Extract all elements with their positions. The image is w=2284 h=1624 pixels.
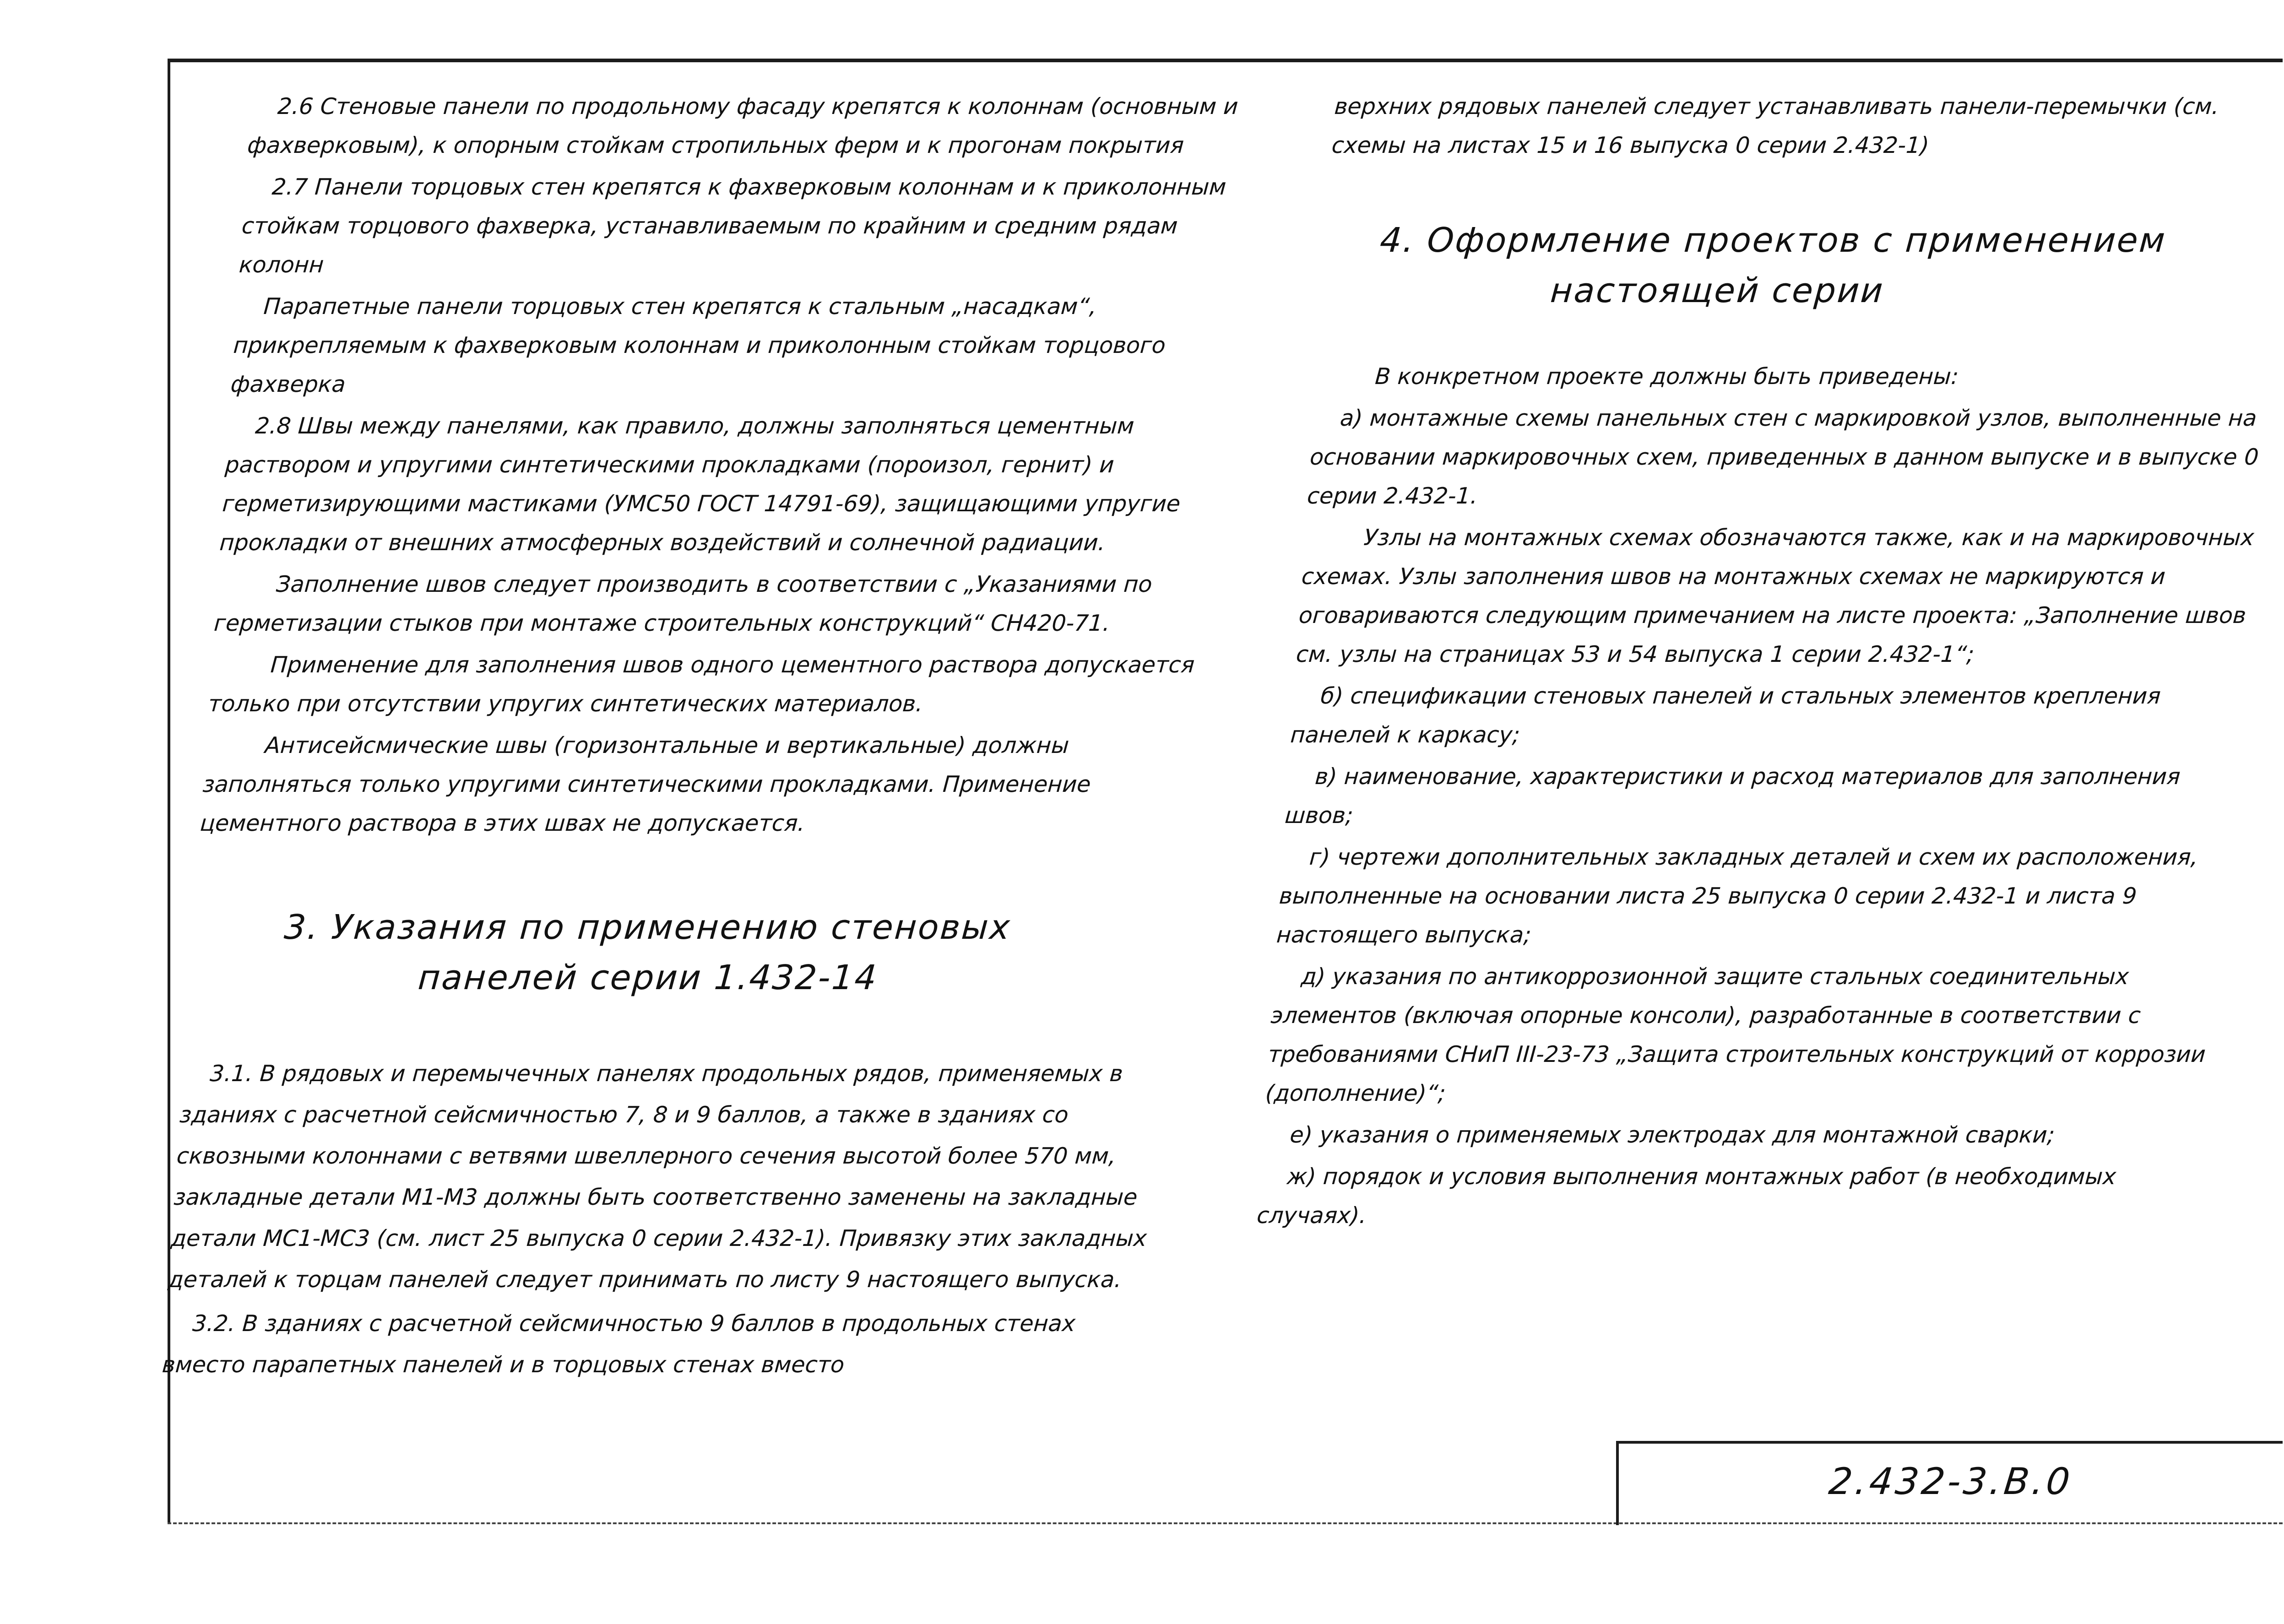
paragraph-2-8-antiseismic: Антисейсмические швы (горизонтальные и вертикальные) должны заполняться только упругими синтетическими прокладками. Применение цементного раствора в этих швах не допускается. [199, 732, 1092, 836]
section-3-heading-line2: панелей серии 1.432-14 [417, 958, 879, 997]
item-a: а) монтажные схемы панельных стен с маркировкой узлов, выполненные на основании маркировочных схем, приведенных в данном выпуске и в выпуске 0 серии 2.432-1. [1306, 405, 2260, 509]
left-column [161, 87, 1250, 1388]
section-4-heading [1320, 215, 2284, 316]
paragraph-2-8: 2.8 Швы между панелями, как правило, должны заполняться цементным раствором и упругими синтетическими прокладками (пороизол, гернит) и герметизирующими мастиками (УМС50 ГОСТ 14791-69), защищающими упругие прокладки от внешних атмосферных воздействий и солнечной радиации. [218, 413, 1182, 556]
title-block-stamp [1616, 1441, 2283, 1525]
item-zh: ж) порядок и условия выполнения монтажных работ (в необходимых случаях). [1256, 1164, 2117, 1229]
paragraph-3-1: 3.1. В рядовых и перемычечных панелях продольных рядов, применяемых в зданиях с расчетной сейсмичностью 7, 8 и 9 баллов, а также в зданиях со сквозными колоннами с ветвями швеллерного сечения высотой более 570 мм, закладные детали М1-М3 должны быть соответственно заменены на закладные детали МС1-МС3 (см. лист 25 выпуска 0 серии 2.432-1). Привязку этих закладных деталей к торцам панелей следует принимать по листу 9 настоящего выпуска. [167, 1061, 1148, 1293]
paragraph-2-7: 2.7 Панели торцовых стен крепятся к фахверковым колоннам и к приколонным стойкам торцового фахверка, устанавливаемым по крайним и средним рядам колонн [238, 174, 1227, 278]
paragraph-2-8-sealing: Заполнение швов следует производить в соответствии с „Указаниями по герметизации стыков при монтаже строительных конструкций“ СН420-71. [213, 571, 1153, 636]
item-a-notes: Узлы на монтажных схемах обозначаются также, как и на маркировочных схемах. Узлы заполнения швов на монтажных схемах не маркируются и оговариваются следующим примечанием на листе проекта: „Заполнение швов см. узлы на страницах 53 и 54 выпуска 1 серии 2.432-1“; [1295, 525, 2255, 667]
section-4-heading-line2: настоящей серии [1549, 271, 1886, 310]
item-e: е) указания о применяемых электродах для монтажной сварки; [1289, 1122, 2056, 1148]
section-3-heading [187, 902, 1192, 1003]
section-4-intro: В конкретном проекте должны быть приведены: [1374, 363, 1960, 390]
section-4-heading-line1: 4. Оформление проектов с применением [1378, 221, 2168, 260]
item-d: д) указания по антикоррозионной защите стальных соединительных элементов (включая опорные консоли), разработанные в соответствии с требованиями СНиП III-23-73 „Защита строительных конструкций от коррозии (дополнение)“; [1264, 964, 2207, 1106]
document-code: 2.432-3.В.0 [1827, 1460, 2075, 1503]
paragraph-2-7-parapet: Парапетные панели торцовых стен крепятся к стальным „насадкам“, прикрепляемым к фахверковым колоннам и приколонным стойкам торцового фахверка [229, 293, 1166, 397]
frame-top-border [168, 59, 2283, 62]
paragraph-2-8-mortar: Применение для заполнения швов одного цементного раствора допускается только при отсутствии упругих синтетических материалов. [207, 652, 1196, 717]
section-3-heading-line1: 3. Указания по применению стеновых [283, 908, 1013, 947]
item-v: в) наименование, характеристики и расход материалов для заполнения швов; [1284, 763, 2181, 828]
item-g: г) чертежи дополнительных закладных деталей и схем их расположения, выполненные на основании листа 25 выпуска 0 серии 2.432-1 и листа 9 настоящего выпуска; [1275, 844, 2199, 948]
paragraph-2-6: 2.6 Стеновые панели по продольному фасаду крепятся к колоннам (основным и фахверковым), к опорным стойкам стропильных ферм и к прогонам покрытия [246, 93, 1239, 158]
paragraph-3-2: 3.2. В зданиях с расчетной сейсмичностью 9 баллов в продольных стенах вместо парапетных панелей и в торцовых стенах вместо [161, 1310, 1076, 1378]
right-column [1255, 87, 2284, 1238]
item-b: б) спецификации стеновых панелей и стальных элементов крепления панелей к каркасу; [1289, 683, 2162, 748]
paragraph-3-2-continued: верхних рядовых панелей следует устанавливать панели-перемычки (см. схемы на листах 15 и 16 выпуска 0 серии 2.432-1) [1330, 93, 2220, 158]
